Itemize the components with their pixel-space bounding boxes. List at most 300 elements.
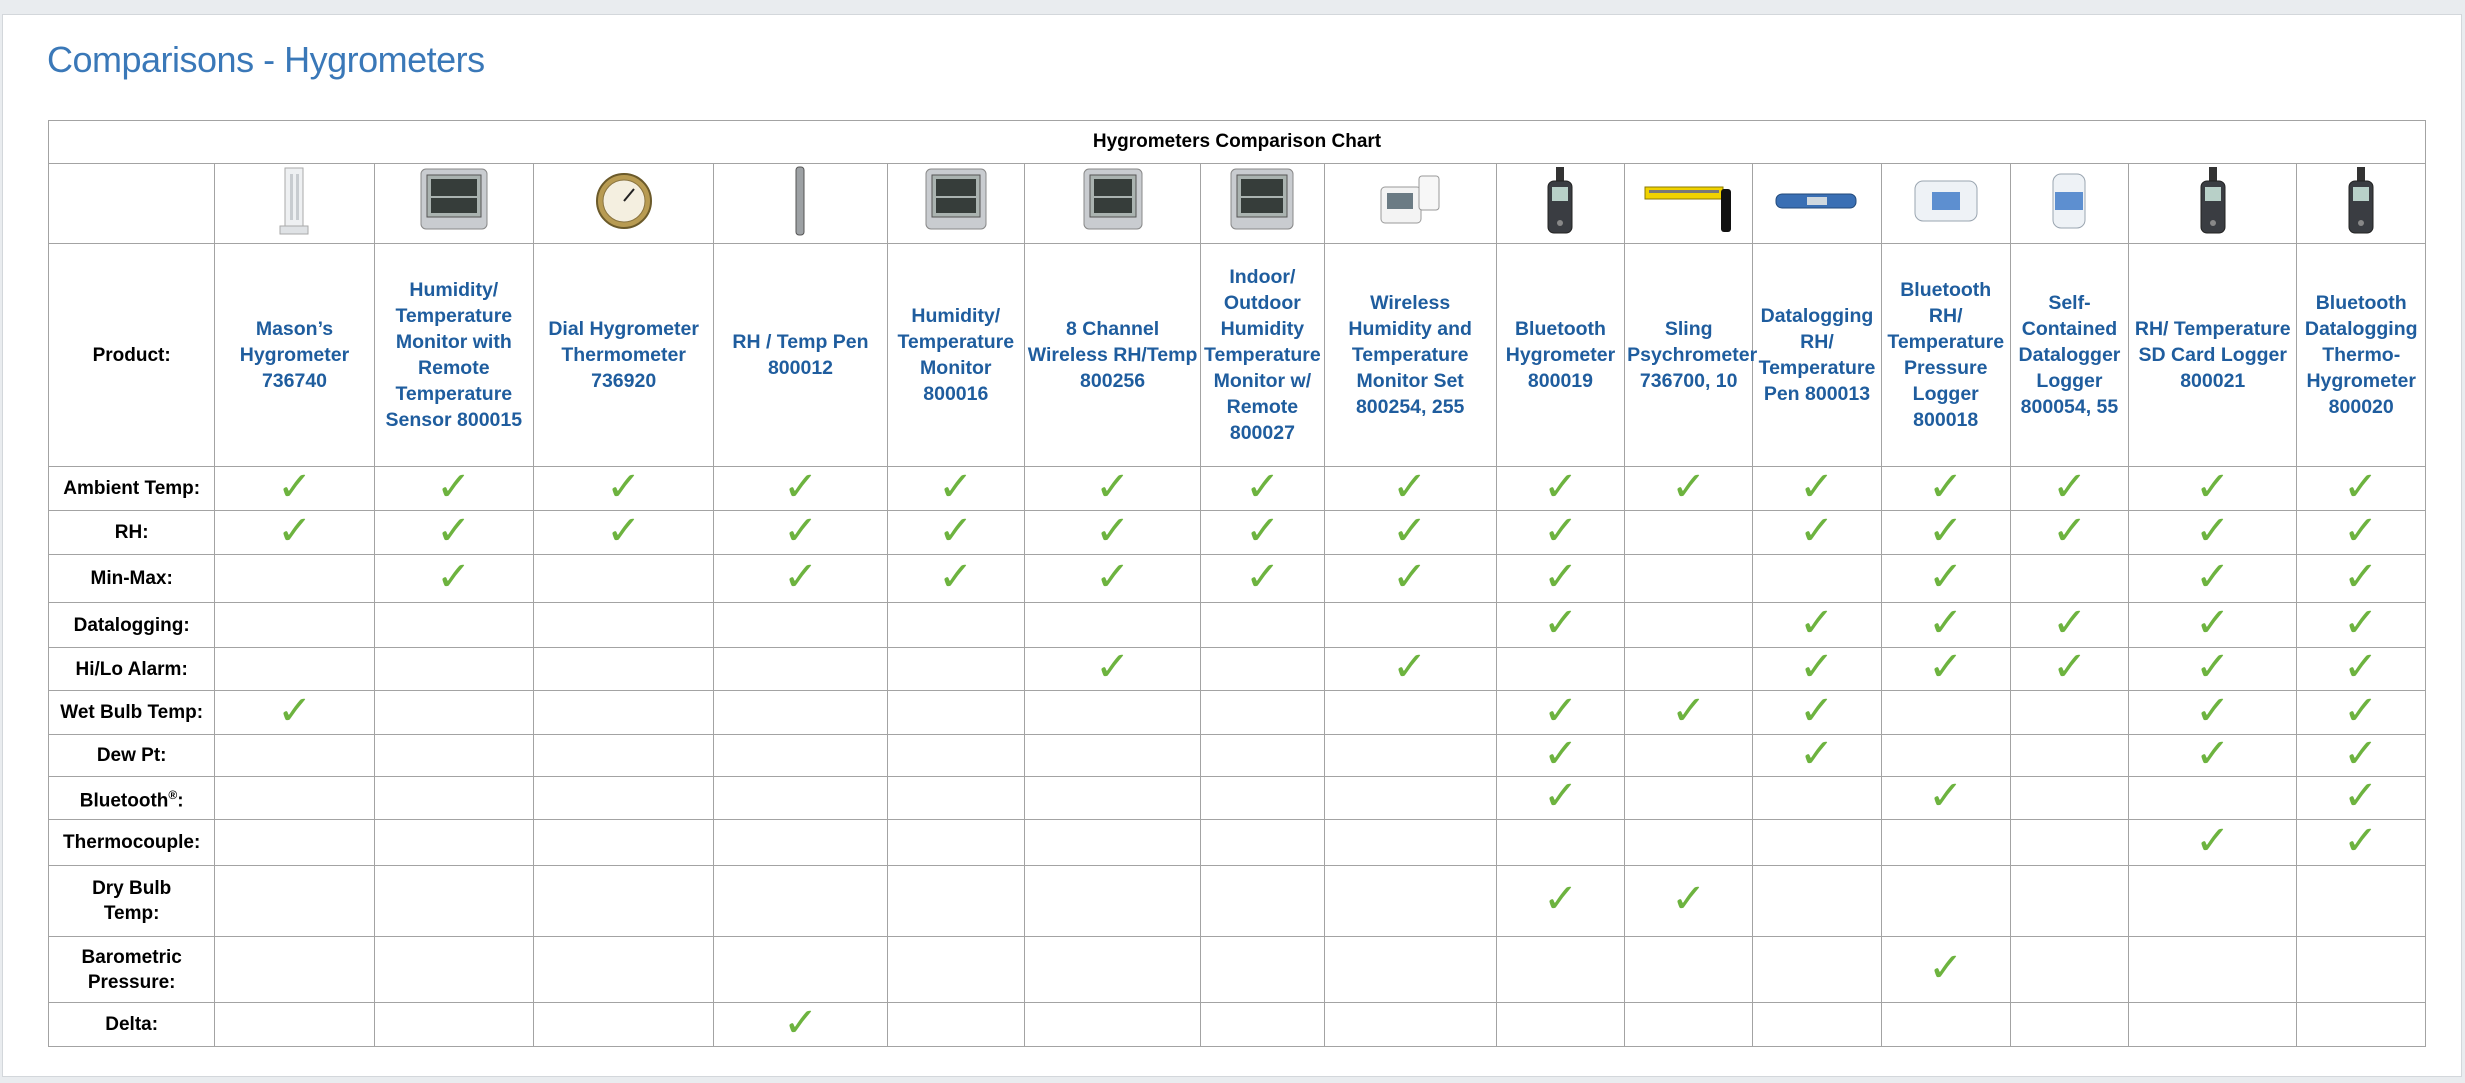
feature-cell [714,937,887,1003]
feature-cell [1324,464,1496,511]
product-image-cell[interactable] [1024,164,1200,244]
product-image-cell[interactable] [714,164,887,244]
feature-cell [887,555,1024,603]
product-link[interactable]: 8 Channel Wireless RH/Temp 800256 [1027,318,1198,392]
product-name-cell [215,244,374,467]
feature-cell [2129,508,2297,555]
product-name-cell [1881,244,2010,467]
feature-cell [887,937,1024,1003]
feature-row [49,937,2426,1003]
checkmark-icon: ✓ [606,508,642,553]
product-image-cell[interactable] [374,164,533,244]
checkmark-icon: ✓ [782,464,819,509]
feature-cell [1496,774,1624,820]
feature-cell [215,508,374,555]
product-link[interactable]: Self-Contained Datalogger Logger 800054, 55 [2018,292,2121,418]
feature-cell [374,1003,533,1047]
feature-cell [215,464,374,511]
product-image-cell[interactable] [215,164,374,244]
checkmark-icon: ✓ [2195,508,2231,553]
feature-cell [1753,731,1881,777]
lcd-monitor-icon[interactable] [419,167,489,240]
feature-cell [374,735,533,777]
dial-hygrometer-icon[interactable] [594,170,654,237]
feature-cell [1201,508,1324,555]
feature-cell [1024,1003,1200,1047]
registered-mark: ® [168,787,178,802]
checkmark-icon: ✓ [1542,554,1579,599]
product-header: Product: [49,244,215,467]
feature-cell [1024,777,1200,820]
feature-cell [1881,691,2010,735]
feature-cell [374,866,533,937]
feature-cell [887,648,1024,691]
feature-cell [887,603,1024,648]
feature-cell [1625,688,1753,735]
checkmark-icon: ✓ [1799,508,1835,553]
feature-cell [1201,820,1324,866]
product-link[interactable]: Humidity/ Temperature Monitor with Remote Temperature Sensor 800015 [385,279,523,431]
checkmark-icon: ✓ [1928,554,1964,599]
checkmark-icon: ✓ [1542,508,1579,553]
feature-label-text: Min-Max: [90,568,173,589]
feature-cell [1881,735,2010,777]
feature-cell [2010,866,2128,937]
wireless-set-icon[interactable] [1375,172,1445,235]
feature-row [49,511,2426,555]
feature-cell [374,691,533,735]
feature-cell [1496,866,1624,937]
feature-cell [2297,731,2426,777]
feature-cell [1881,464,2010,511]
feature-cell [2129,603,2297,648]
feature-cell [1753,1003,1881,1047]
feature-cell [1496,937,1624,1003]
feature-cell [533,820,713,866]
checkmark-icon: ✓ [1799,464,1835,509]
feature-cell [714,464,887,511]
feature-cell [2129,1003,2297,1047]
feature-cell [2010,691,2128,735]
feature-cell [1024,508,1200,555]
comparison-table [48,120,2426,1047]
checkmark-icon: ✓ [938,554,974,599]
product-image-cell[interactable] [1496,164,1624,244]
checkmark-icon: ✓ [1799,645,1835,689]
datalogging-pen-icon[interactable] [1772,181,1862,226]
checkmark-icon: ✓ [2195,464,2231,509]
feature-cell [714,820,887,866]
feature-cell [1753,464,1881,511]
feature-row [49,866,2426,937]
checkmark-icon: ✓ [782,508,819,553]
feature-cell [533,603,713,648]
checkmark-icon: ✓ [2195,554,2231,599]
feature-cell [533,866,713,937]
checkmark-icon: ✓ [938,464,974,509]
feature-cell [1881,774,2010,820]
checkmark-icon: ✓ [2343,774,2379,818]
checkmark-icon: ✓ [1928,601,1964,645]
checkmark-icon: ✓ [2195,818,2231,863]
checkmark-icon: ✓ [436,464,472,509]
feature-label [49,777,215,820]
feature-row [49,648,2426,691]
feature-cell [1324,645,1496,691]
product-link[interactable]: Bluetooth RH/ Temperature Pressure Logger 800018 [1887,279,2005,431]
product-image-cell[interactable] [1625,164,1753,244]
feature-cell [1324,937,1496,1003]
feature-cell [1753,688,1881,735]
feature-cell [1625,603,1753,648]
feature-cell [1024,645,1200,691]
feature-cell [1024,820,1200,866]
feature-cell [1201,735,1324,777]
checkmark-icon: ✓ [1392,554,1428,599]
product-name-cell [1324,244,1496,467]
feature-cell [2297,866,2426,937]
feature-cell [2010,777,2128,820]
feature-label-text: Delta: [105,1014,159,1035]
feature-cell [1496,731,1624,777]
checkmark-icon: ✓ [1671,877,1707,921]
product-name-cell [374,244,533,467]
feature-cell [2010,645,2128,691]
feature-cell [215,735,374,777]
feature-cell [714,1000,887,1047]
feature-cell [1024,691,1200,735]
feature-cell [1625,735,1753,777]
feature-cell [2297,508,2426,555]
product-name-cell [1201,244,1324,467]
feature-cell [714,508,887,555]
checkmark-icon: ✓ [276,508,313,553]
product-link[interactable]: RH / Temp Pen 800012 [732,331,869,379]
feature-cell [1024,464,1200,511]
lcd-monitor-icon[interactable] [1229,167,1295,240]
product-link[interactable]: Mason’s Hygrometer 736740 [239,318,350,392]
feature-cell [374,508,533,555]
checkmark-icon: ✓ [2343,818,2379,863]
feature-row [49,603,2426,648]
product-link[interactable]: RH/ Temperature SD Card Logger 800021 [2134,318,2291,392]
feature-cell [2010,555,2128,603]
checkmark-icon: ✓ [2343,508,2379,553]
feature-cell [1753,820,1881,866]
product-name-cell [2297,244,2426,467]
feature-cell [2297,820,2426,866]
product-link[interactable]: Bluetooth Hygrometer 800019 [1505,318,1616,392]
checkmark-icon: ✓ [2343,601,2379,645]
feature-cell [1625,937,1753,1003]
checkmark-icon: ✓ [1542,601,1579,645]
logger-icon[interactable] [2049,170,2089,237]
checkmark-icon: ✓ [1542,877,1579,921]
feature-cell [1625,648,1753,691]
feature-cell [1024,866,1200,937]
feature-cell [1625,866,1753,937]
product-image-cell[interactable] [533,164,713,244]
product-name-cell [2129,244,2297,467]
feature-cell [533,464,713,511]
checkmark-icon: ✓ [1244,464,1280,509]
feature-row [49,735,2426,777]
lcd-monitor-icon[interactable] [924,167,988,240]
feature-row [49,555,2426,603]
checkmark-icon: ✓ [606,464,642,509]
feature-cell [1324,555,1496,603]
product-image-cell[interactable] [1201,164,1324,244]
checkmark-icon: ✓ [2343,554,2379,599]
feature-row [49,1003,2426,1047]
feature-cell [1753,866,1881,937]
lcd-monitor-icon[interactable] [1082,167,1144,240]
feature-cell [1496,603,1624,648]
feature-cell [887,866,1024,937]
feature-cell [1324,603,1496,648]
product-name-cell [714,244,887,467]
feature-cell [1201,464,1324,511]
feature-cell [2129,731,2297,777]
feature-cell [1625,555,1753,603]
product-image-cell[interactable] [2129,164,2297,244]
product-link[interactable]: Wireless Humidity and Temperature Monitor Set 800254, 255 [1348,292,1472,418]
checkmark-icon: ✓ [1094,554,1131,599]
feature-cell [2297,688,2426,735]
product-name-cell [887,244,1024,467]
feature-cell [1881,645,2010,691]
product-link[interactable]: Sling Psychrometer 736700, 10 [1627,318,1758,392]
checkmark-icon: ✓ [1542,688,1579,733]
feature-cell [2010,464,2128,511]
feature-cell [1201,1003,1324,1047]
feature-row [49,777,2426,820]
page-card [2,14,2462,1077]
checkmark-icon: ✓ [1244,508,1280,553]
checkmark-icon: ✓ [782,554,819,599]
feature-cell [1753,777,1881,820]
feature-cell [533,1003,713,1047]
feature-cell [1753,603,1881,648]
checkmark-icon: ✓ [782,1000,819,1045]
mason-hygrometer-icon[interactable] [279,166,309,241]
handheld-meter-icon[interactable] [2347,165,2375,242]
feature-cell [374,464,533,511]
feature-label-text: Barometric Pressure: [81,946,182,993]
product-link[interactable]: Dial Hygrometer Thermometer 736920 [548,318,699,392]
product-link[interactable]: Indoor/ Outdoor Humidity Temperature Monitor w/ Remote 800027 [1204,266,1321,444]
checkmark-icon: ✓ [276,464,313,509]
feature-cell [374,820,533,866]
checkmark-icon: ✓ [1799,688,1835,733]
feature-label [49,511,215,555]
feature-cell [2297,1003,2426,1047]
feature-cell [1496,508,1624,555]
product-image-cell[interactable] [1324,164,1496,244]
feature-cell [533,691,713,735]
feature-cell [2010,508,2128,555]
feature-label-text: Wet Bulb Temp: [60,702,204,723]
feature-cell [2297,555,2426,603]
checkmark-icon: ✓ [2195,731,2231,776]
sling-psychrometer-icon[interactable] [1643,166,1735,241]
feature-cell [1201,648,1324,691]
checkmark-icon: ✓ [1094,464,1131,509]
checkmark-icon: ✓ [2343,731,2379,776]
feature-cell [1024,603,1200,648]
checkmark-icon: ✓ [1542,774,1579,818]
feature-cell [1201,691,1324,735]
checkmark-icon: ✓ [2051,464,2088,509]
checkmark-icon: ✓ [1928,945,1964,990]
feature-cell [533,648,713,691]
feature-label-text: Datalogging: [73,614,190,636]
feature-cell [533,555,713,603]
feature-cell [1753,508,1881,555]
feature-cell [215,777,374,820]
feature-cell [533,937,713,1003]
feature-label [49,735,215,777]
checkmark-icon: ✓ [1799,601,1835,645]
handheld-meter-icon[interactable] [2193,165,2233,242]
feature-cell [374,777,533,820]
pen-probe-icon[interactable] [793,165,807,242]
feature-cell [2129,645,2297,691]
feature-cell [714,648,887,691]
checkmark-icon: ✓ [1542,464,1579,509]
feature-cell [1324,735,1496,777]
feature-cell [1625,464,1753,511]
feature-cell [533,777,713,820]
feature-cell [2010,1003,2128,1047]
checkmark-icon: ✓ [2195,601,2231,645]
feature-label-text: RH: [114,522,149,543]
feature-cell [1625,820,1753,866]
feature-cell [887,1003,1024,1047]
product-image-cell[interactable] [1753,164,1881,244]
feature-cell [887,820,1024,866]
checkmark-icon: ✓ [2195,688,2231,733]
product-image-cell[interactable] [2010,164,2128,244]
feature-cell [1753,645,1881,691]
feature-cell [215,1003,374,1047]
checkmark-icon: ✓ [1094,508,1131,553]
feature-cell [1496,648,1624,691]
feature-cell [2129,937,2297,1003]
feature-cell [714,555,887,603]
checkmark-icon: ✓ [938,508,974,553]
checkmark-icon: ✓ [1928,508,1964,553]
page-title: Comparisons - Hygrometers [47,39,485,80]
checkmark-icon: ✓ [2051,601,2088,645]
feature-cell [1881,508,2010,555]
checkmark-icon: ✓ [2195,645,2231,689]
feature-cell [1496,464,1624,511]
checkmark-icon: ✓ [1392,508,1428,553]
feature-cell [2129,820,2297,866]
product-image-cell[interactable] [1881,164,2010,244]
checkmark-icon: ✓ [2343,645,2379,689]
feature-cell [1881,820,2010,866]
product-name-cell [2010,244,2128,467]
feature-cell [1201,555,1324,603]
feature-cell [1625,511,1753,555]
feature-cell [1201,866,1324,937]
handheld-meter-icon[interactable] [1544,165,1576,242]
feature-cell [2010,603,2128,648]
checkmark-icon: ✓ [1928,645,1964,689]
feature-cell [887,691,1024,735]
feature-cell [2129,555,2297,603]
feature-cell [1625,1003,1753,1047]
feature-label [49,866,215,937]
checkmark-icon: ✓ [276,688,313,733]
feature-cell [2010,937,2128,1003]
feature-cell [1496,688,1624,735]
feature-cell [1024,937,1200,1003]
feature-cell [1881,866,2010,937]
feature-cell [887,464,1024,511]
feature-cell [1324,508,1496,555]
feature-label-text: Bluetooth [79,790,169,812]
feature-cell [1324,820,1496,866]
feature-label-text: Dew Pt: [96,745,167,766]
feature-label-suffix: : [177,790,184,812]
feature-cell [215,937,374,1003]
feature-cell [2297,774,2426,820]
product-link[interactable]: Bluetooth Datalogging Thermo-Hygrometer 800020 [2304,292,2418,418]
feature-label-text: Hi/Lo Alarm: [75,658,188,680]
product-link[interactable]: Humidity/ Temperature Monitor 800016 [897,305,1015,405]
feature-cell [2010,735,2128,777]
feature-cell [2129,688,2297,735]
feature-cell [1324,1003,1496,1047]
feature-cell [2010,820,2128,866]
feature-cell [374,603,533,648]
feature-cell [533,508,713,555]
product-link[interactable]: Datalogging RH/ Temperature Pen 800013 [1758,305,1876,405]
table-caption: Hygrometers Comparison Chart [49,121,2426,164]
logger-icon[interactable] [1911,177,1981,230]
feature-cell [2129,777,2297,820]
checkmark-icon: ✓ [1542,731,1579,776]
checkmark-icon: ✓ [1671,688,1707,733]
image-row-blank-cell [49,164,215,244]
feature-cell [1024,735,1200,777]
feature-label-text: Ambient Temp: [63,478,201,499]
feature-cell [1201,937,1324,1003]
feature-cell [1753,937,1881,1003]
feature-cell [2297,464,2426,511]
feature-cell [215,603,374,648]
feature-cell [1324,777,1496,820]
feature-cell [2297,645,2426,691]
feature-cell [1496,1003,1624,1047]
checkmark-icon: ✓ [1799,731,1835,776]
checkmark-icon: ✓ [436,554,472,599]
product-image-cell[interactable] [887,164,1024,244]
product-image-cell[interactable] [2297,164,2426,244]
feature-cell [887,777,1024,820]
feature-cell [533,735,713,777]
feature-cell [374,648,533,691]
feature-label [49,603,215,648]
feature-cell [2297,937,2426,1003]
feature-cell [215,688,374,735]
feature-label-text: Thermocouple: [63,832,201,853]
feature-cell [1324,866,1496,937]
feature-cell [1881,1003,2010,1047]
